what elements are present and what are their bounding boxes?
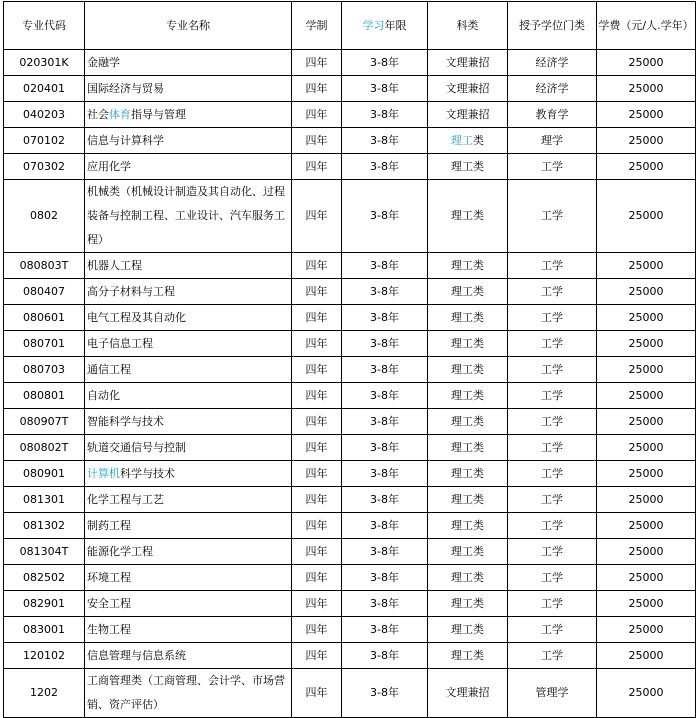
cell-code: 083001 <box>4 617 85 643</box>
cell-name <box>85 102 292 128</box>
cell-code: 1202 <box>4 669 85 718</box>
cell-fee: 25000 <box>597 643 696 669</box>
cell-fee: 25000 <box>597 591 696 617</box>
table-row <box>4 76 696 102</box>
header-period-rest: 年限 <box>384 18 407 32</box>
table-row <box>4 180 696 253</box>
cell-name: 高分子材料与工程 <box>85 279 292 305</box>
cell-system: 四年 <box>292 128 342 154</box>
cell-period: 3-8年 <box>342 513 428 539</box>
cell-name: 工商管理类（工商管理、会计学、市场营销、资产评估） <box>85 669 292 718</box>
cell-period: 3-8年 <box>342 591 428 617</box>
cell-degree: 工学 <box>508 180 597 253</box>
header-period-link[interactable]: 学习 <box>362 18 385 32</box>
header-name: 专业名称 <box>85 2 292 50</box>
cell-system: 四年 <box>292 76 342 102</box>
cell-fee: 25000 <box>597 76 696 102</box>
cell-code: 082502 <box>4 565 85 591</box>
cell-code: 080701 <box>4 331 85 357</box>
cell-degree: 工学 <box>508 565 597 591</box>
cell-category: 理工类 <box>428 643 508 669</box>
cell-name: 环境工程 <box>85 565 292 591</box>
cell-period: 3-8年 <box>342 435 428 461</box>
table-row <box>4 253 696 279</box>
cell-system: 四年 <box>292 383 342 409</box>
cell-name: 制药工程 <box>85 513 292 539</box>
table-row <box>4 305 696 331</box>
cell-category-post: 类 <box>473 133 484 147</box>
cell-category: 理工类 <box>428 565 508 591</box>
cell-category: 文理兼招 <box>428 50 508 76</box>
cell-name: 金融学 <box>85 50 292 76</box>
cell-category: 理工类 <box>428 331 508 357</box>
cell-name-pre: 社会 <box>87 108 109 121</box>
cell-system: 四年 <box>292 539 342 565</box>
cell-degree: 工学 <box>508 539 597 565</box>
cell-period: 3-8年 <box>342 253 428 279</box>
cell-code: 020301K <box>4 50 85 76</box>
cell-category: 理工类 <box>428 409 508 435</box>
table-row <box>4 565 696 591</box>
table-row <box>4 128 696 154</box>
cell-name: 国际经济与贸易 <box>85 76 292 102</box>
cell-degree: 工学 <box>508 591 597 617</box>
cell-fee: 25000 <box>597 357 696 383</box>
table-row <box>4 154 696 180</box>
cell-name: 信息管理与信息系统 <box>85 643 292 669</box>
cell-system: 四年 <box>292 409 342 435</box>
cell-degree: 工学 <box>508 305 597 331</box>
cell-code: 081302 <box>4 513 85 539</box>
cell-name-link[interactable]: 体育 <box>109 108 131 121</box>
cell-category: 理工类 <box>428 357 508 383</box>
cell-period: 3-8年 <box>342 617 428 643</box>
cell-system: 四年 <box>292 180 342 253</box>
cell-fee: 25000 <box>597 435 696 461</box>
header-code: 专业代码 <box>4 2 85 50</box>
cell-fee: 25000 <box>597 331 696 357</box>
cell-name: 通信工程 <box>85 357 292 383</box>
cell-code: 040203 <box>4 102 85 128</box>
cell-fee: 25000 <box>597 539 696 565</box>
cell-category: 理工类 <box>428 305 508 331</box>
cell-code: 070102 <box>4 128 85 154</box>
cell-degree: 工学 <box>508 253 597 279</box>
cell-system: 四年 <box>292 435 342 461</box>
cell-name: 自动化 <box>85 383 292 409</box>
table-row <box>4 383 696 409</box>
table-row <box>4 487 696 513</box>
cell-system: 四年 <box>292 487 342 513</box>
cell-degree: 理学 <box>508 128 597 154</box>
cell-name-post: 指导与管理 <box>131 108 186 121</box>
table-row <box>4 102 696 128</box>
cell-degree: 工学 <box>508 409 597 435</box>
cell-degree: 工学 <box>508 383 597 409</box>
cell-system: 四年 <box>292 643 342 669</box>
cell-name: 能源化学工程 <box>85 539 292 565</box>
cell-fee: 25000 <box>597 565 696 591</box>
cell-name: 信息与计算科学 <box>85 128 292 154</box>
cell-category: 理工类 <box>428 279 508 305</box>
cell-name: 轨道交通信号与控制 <box>85 435 292 461</box>
cell-fee: 25000 <box>597 383 696 409</box>
cell-degree: 教育学 <box>508 102 597 128</box>
cell-category: 理工类 <box>428 539 508 565</box>
table-row <box>4 513 696 539</box>
cell-period: 3-8年 <box>342 487 428 513</box>
cell-category <box>428 128 508 154</box>
table-row <box>4 435 696 461</box>
cell-name: 应用化学 <box>85 154 292 180</box>
cell-period: 3-8年 <box>342 331 428 357</box>
cell-system: 四年 <box>292 102 342 128</box>
cell-fee: 25000 <box>597 513 696 539</box>
cell-fee: 25000 <box>597 50 696 76</box>
cell-category: 理工类 <box>428 591 508 617</box>
cell-category: 理工类 <box>428 253 508 279</box>
cell-fee: 25000 <box>597 669 696 718</box>
table-row <box>4 331 696 357</box>
cell-code: 080907T <box>4 409 85 435</box>
header-period <box>342 2 428 50</box>
cell-degree: 工学 <box>508 617 597 643</box>
cell-system: 四年 <box>292 591 342 617</box>
cell-category: 理工类 <box>428 461 508 487</box>
cell-period: 3-8年 <box>342 539 428 565</box>
cell-degree: 工学 <box>508 513 597 539</box>
cell-category: 理工类 <box>428 487 508 513</box>
cell-fee: 25000 <box>597 154 696 180</box>
cell-period: 3-8年 <box>342 305 428 331</box>
cell-fee: 25000 <box>597 128 696 154</box>
cell-name-link[interactable]: 计算机 <box>87 467 120 480</box>
table-row <box>4 669 696 718</box>
cell-fee: 25000 <box>597 279 696 305</box>
cell-degree: 经济学 <box>508 50 597 76</box>
table-header-row <box>4 2 696 50</box>
table-row <box>4 409 696 435</box>
cell-period: 3-8年 <box>342 76 428 102</box>
cell-name: 化学工程与工艺 <box>85 487 292 513</box>
cell-period: 3-8年 <box>342 357 428 383</box>
cell-code: 070302 <box>4 154 85 180</box>
cell-degree: 工学 <box>508 154 597 180</box>
table-row <box>4 50 696 76</box>
cell-degree: 工学 <box>508 461 597 487</box>
cell-category: 理工类 <box>428 435 508 461</box>
cell-degree: 工学 <box>508 331 597 357</box>
cell-system: 四年 <box>292 565 342 591</box>
cell-category: 理工类 <box>428 154 508 180</box>
cell-name <box>85 461 292 487</box>
cell-category: 文理兼招 <box>428 669 508 718</box>
cell-period: 3-8年 <box>342 461 428 487</box>
cell-system: 四年 <box>292 154 342 180</box>
cell-system: 四年 <box>292 617 342 643</box>
table-row <box>4 279 696 305</box>
cell-degree: 工学 <box>508 487 597 513</box>
cell-category: 文理兼招 <box>428 102 508 128</box>
cell-fee: 25000 <box>597 102 696 128</box>
cell-name: 安全工程 <box>85 591 292 617</box>
cell-code: 082901 <box>4 591 85 617</box>
cell-name: 生物工程 <box>85 617 292 643</box>
cell-fee: 25000 <box>597 180 696 253</box>
cell-fee: 25000 <box>597 409 696 435</box>
cell-period: 3-8年 <box>342 565 428 591</box>
cell-period: 3-8年 <box>342 128 428 154</box>
cell-code: 080407 <box>4 279 85 305</box>
cell-degree: 工学 <box>508 279 597 305</box>
cell-system: 四年 <box>292 461 342 487</box>
cell-system: 四年 <box>292 279 342 305</box>
cell-fee: 25000 <box>597 487 696 513</box>
table-row <box>4 357 696 383</box>
cell-system: 四年 <box>292 305 342 331</box>
cell-code: 080803T <box>4 253 85 279</box>
cell-system: 四年 <box>292 253 342 279</box>
cell-code: 020401 <box>4 76 85 102</box>
cell-category-link[interactable]: 理工 <box>451 133 473 147</box>
cell-code: 080601 <box>4 305 85 331</box>
cell-period: 3-8年 <box>342 669 428 718</box>
cell-system: 四年 <box>292 357 342 383</box>
header-category: 科类 <box>428 2 508 50</box>
table-row <box>4 539 696 565</box>
cell-period: 3-8年 <box>342 102 428 128</box>
cell-category: 理工类 <box>428 617 508 643</box>
cell-category: 理工类 <box>428 383 508 409</box>
header-degree: 授予学位门类 <box>508 2 597 50</box>
cell-degree: 经济学 <box>508 76 597 102</box>
cell-degree: 工学 <box>508 357 597 383</box>
cell-code: 0802 <box>4 180 85 253</box>
table-row <box>4 591 696 617</box>
cell-degree: 工学 <box>508 643 597 669</box>
cell-fee: 25000 <box>597 253 696 279</box>
cell-code: 080802T <box>4 435 85 461</box>
cell-code: 081301 <box>4 487 85 513</box>
cell-name: 机器人工程 <box>85 253 292 279</box>
table-row <box>4 461 696 487</box>
header-system: 学制 <box>292 2 342 50</box>
table-row <box>4 617 696 643</box>
cell-period: 3-8年 <box>342 50 428 76</box>
cell-category: 文理兼招 <box>428 76 508 102</box>
cell-system: 四年 <box>292 50 342 76</box>
cell-name: 智能科学与技术 <box>85 409 292 435</box>
cell-code: 080901 <box>4 461 85 487</box>
majors-table <box>3 1 696 718</box>
cell-name: 电气工程及其自动化 <box>85 305 292 331</box>
cell-period: 3-8年 <box>342 154 428 180</box>
cell-name: 机械类（机械设计制造及其自动化、过程装备与控制工程、工业设计、汽车服务工程） <box>85 180 292 253</box>
cell-period: 3-8年 <box>342 180 428 253</box>
cell-fee: 25000 <box>597 305 696 331</box>
cell-degree: 管理学 <box>508 669 597 718</box>
cell-system: 四年 <box>292 513 342 539</box>
cell-category: 理工类 <box>428 513 508 539</box>
cell-category: 理工类 <box>428 180 508 253</box>
cell-fee: 25000 <box>597 461 696 487</box>
cell-period: 3-8年 <box>342 643 428 669</box>
cell-system: 四年 <box>292 331 342 357</box>
header-fee: 学费（元/人.学年） <box>597 2 696 50</box>
cell-code: 081304T <box>4 539 85 565</box>
cell-name: 电子信息工程 <box>85 331 292 357</box>
cell-code: 080703 <box>4 357 85 383</box>
table-row <box>4 643 696 669</box>
cell-period: 3-8年 <box>342 383 428 409</box>
cell-code: 080801 <box>4 383 85 409</box>
cell-name-post: 科学与技术 <box>120 467 175 480</box>
cell-period: 3-8年 <box>342 409 428 435</box>
cell-period: 3-8年 <box>342 279 428 305</box>
cell-code: 120102 <box>4 643 85 669</box>
cell-degree: 工学 <box>508 435 597 461</box>
cell-fee: 25000 <box>597 617 696 643</box>
cell-system: 四年 <box>292 669 342 718</box>
